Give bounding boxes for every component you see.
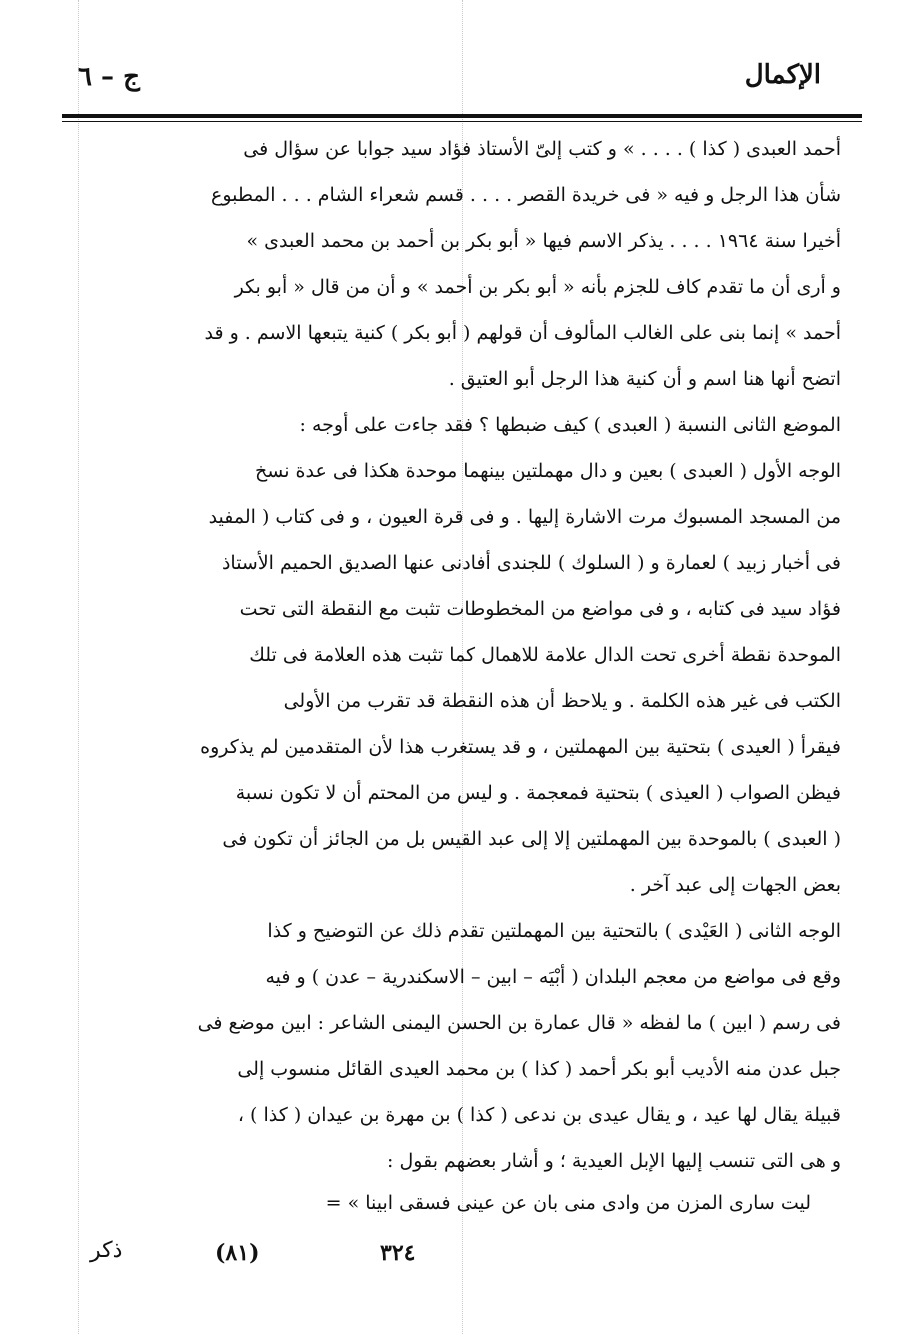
text-line: و أرى أن ما تقدم كاف للجزم بأنه « أبو بكر بن أحمد » و أن من قال « أبو بكر	[234, 276, 841, 298]
text-line: و هى التى تنسب إليها الإبل العيدية ؛ و أشار بعضهم بقول :	[387, 1150, 841, 1172]
text-line: فى رسم ( ابين ) ما لفظه « قال عمارة بن الحسن اليمنى الشاعر : ابين موضع فى	[197, 1012, 841, 1034]
header-rule	[62, 114, 862, 118]
text-line: الموحدة نقطة أخرى تحت الدال علامة للاهمال كما تثبت هذه العلامة فى تلك	[249, 644, 841, 666]
text-line: الموضع الثانى النسبة ( العبدى ) كيف ضبطها ؟ فقد جاءت على أوجه :	[299, 414, 841, 436]
poem-verse: ليت سارى المزن من وادى منى بان عن عينى فسقى ابينا » =	[325, 1192, 811, 1214]
manuscript-page-number: (٨١)	[215, 1240, 260, 1266]
text-line: فيقرأ ( العيدى ) بتحتية بين المهملتين ، و قد يستغرب هذا لأن المتقدمين لم يذكروه	[200, 736, 841, 758]
text-line: بعض الجهات إلى عبد آخر .	[629, 874, 841, 896]
text-line: شأن هذا الرجل و فيه « فى خريدة القصر . . . . قسم شعراء الشام . . . المطبوع	[210, 184, 841, 206]
text-line: فى أخبار زبيد ) لعمارة و ( السلوك ) للجندى أفادنى عنها الصديق الحميم الأستاذ	[221, 552, 841, 574]
text-line: الوجه الأول ( العبدى ) بعين و دال مهملتين بينهما موحدة هكذا فى عدة نسخ	[254, 460, 841, 482]
text-line: ( العبدى ) بالموحدة بين المهملتين إلا إلى عبد القيس بل من الجائز أن تكون فى	[222, 828, 841, 850]
text-line: أحمد العبدى ( كذا ) . . . . » و كتب إلىّ الأستاذ فؤاد سيد جوابا عن سؤال فى	[243, 138, 841, 160]
volume-number: ج – ٦	[78, 62, 140, 92]
header-rule-thin	[62, 121, 862, 122]
text-line: فؤاد سيد فى كتابه ، و فى مواضع من المخطوطات تثبت مع النقطة التى تحت	[239, 598, 841, 620]
text-line: من المسجد المسبوك مرت الاشارة إليها . و فى قرة العيون ، و فى كتاب ( المفيد	[208, 506, 841, 528]
text-line: وقع فى مواضع من معجم البلدان ( أبْيَه – ابين – الاسكندرية – عدن ) و فيه	[265, 966, 841, 988]
text-line: الوجه الثانى ( العَيْدى ) بالتحتية بين المهملتين تقدم ذلك عن التوضيح و كذا	[267, 920, 841, 942]
text-line: جبل عدن منه الأديب أبو بكر أحمد ( كذا ) بن محمد العيدى القائل منسوب إلى	[237, 1058, 841, 1080]
text-line: قبيلة يقال لها عيد ، و يقال عيدى بن ندعى ( كذا ) بن مهرة بن عيدان ( كذا ) ،	[237, 1104, 841, 1126]
page-number: ٣٢٤	[380, 1240, 416, 1266]
body-text	[70, 126, 841, 1184]
text-line: اتضح أنها هنا اسم و أن كنية هذا الرجل أبو العتيق .	[448, 368, 841, 390]
text-line: الكتب فى غير هذه الكلمة . و يلاحظ أن هذه النقطة قد تقرب من الأولى	[283, 690, 841, 712]
text-line: فيظن الصواب ( العيذى ) بتحتية فمعجمة . و ليس من المحتم أن لا تكون نسبة	[235, 782, 841, 804]
catchword: ذكر	[90, 1238, 123, 1263]
book-title: الإكمال	[744, 60, 821, 90]
text-line: أحمد » إنما بنى على الغالب المألوف أن قولهم ( أبو بكر ) كنية يتبعها الاسم . و قد	[204, 322, 841, 344]
text-line: أخيرا سنة ١٩٦٤ . . . . يذكر الاسم فيها « أبو بكر بن أحمد بن محمد العبدى »	[246, 230, 841, 252]
